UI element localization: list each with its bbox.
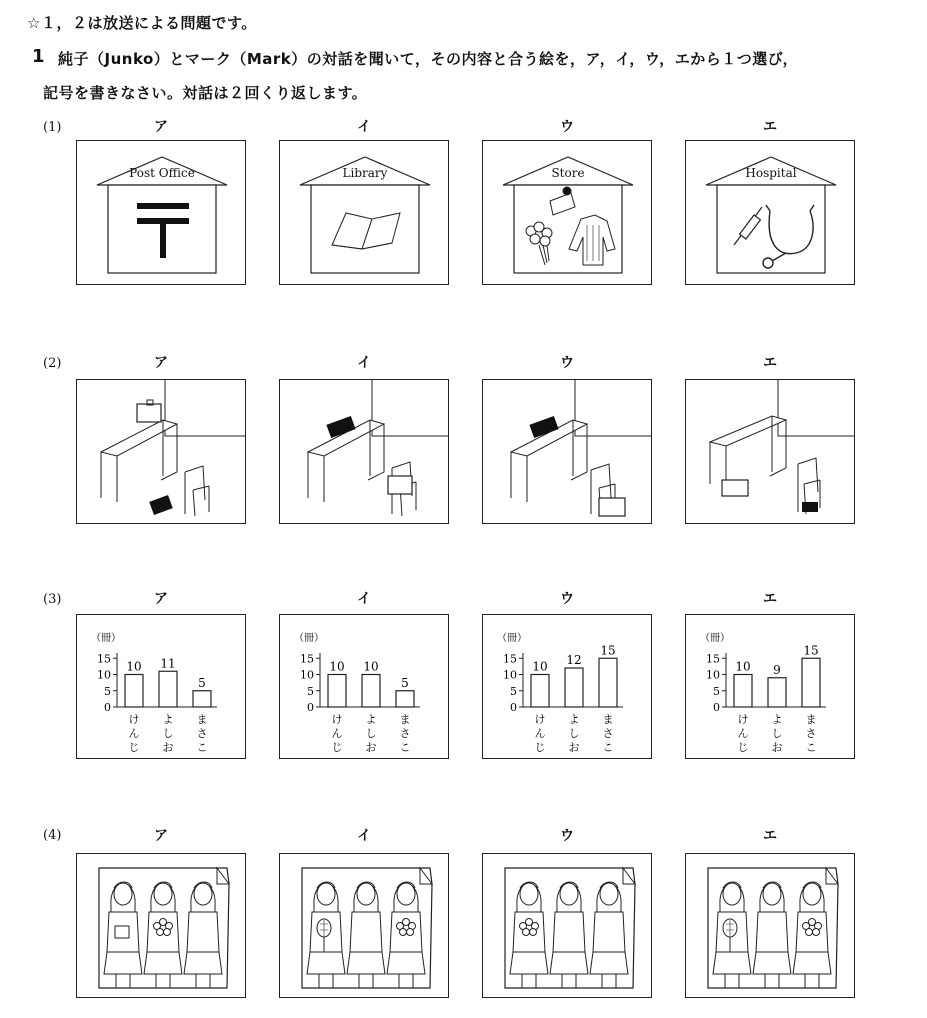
book-icon <box>149 495 173 515</box>
category-label-char: け <box>534 713 546 726</box>
flower-icon <box>400 929 407 936</box>
bar-けんじ <box>125 675 143 708</box>
category-label-char: ん <box>128 727 140 740</box>
category-label-char: け <box>737 713 749 726</box>
bar-chart-u-svg <box>483 615 652 759</box>
picture-library <box>279 140 449 285</box>
school-bag-icon <box>388 476 412 494</box>
choice-label-a: ア <box>154 828 168 844</box>
y-tick-label: 15 <box>300 652 314 666</box>
unit-label: （冊） <box>91 633 121 644</box>
three-girls-photo-i <box>280 854 449 998</box>
bar-chart-a-svg <box>77 615 246 759</box>
bar-value-label: 9 <box>773 662 781 677</box>
category-label-char: よ <box>365 713 377 726</box>
category-label-char: さ <box>602 727 614 740</box>
category-label-char: よ <box>162 713 174 726</box>
category-label-char: さ <box>399 727 411 740</box>
y-tick-label: 5 <box>510 684 517 698</box>
row-label-2: (2) <box>43 356 62 371</box>
bar-けんじ <box>531 675 549 708</box>
category-label-char: じ <box>128 741 140 754</box>
category-label-char: ん <box>534 727 546 740</box>
choice-label-u: ウ <box>560 119 574 135</box>
category-label-char: ま <box>399 713 411 726</box>
bar-まさこ <box>802 658 820 707</box>
bar-value-label: 15 <box>600 643 616 658</box>
unit-label: （冊） <box>294 633 324 644</box>
photo-i <box>279 853 449 998</box>
category-label-char: し <box>162 727 174 740</box>
choice-label-e: エ <box>763 119 777 135</box>
choice-label-u: ウ <box>560 355 574 371</box>
y-tick-label: 0 <box>713 701 720 714</box>
bar-chart-i-svg <box>280 615 449 759</box>
desk-scene-e <box>686 380 855 524</box>
sign-library: Library <box>342 166 388 180</box>
post-office-drawing <box>77 141 246 285</box>
flower-icon <box>157 929 164 936</box>
bar-よしお <box>565 668 583 707</box>
unit-label: （冊） <box>700 633 730 644</box>
bar-value-label: 12 <box>566 653 582 667</box>
bar-よしお <box>159 671 177 707</box>
bar-chart-u <box>482 614 652 759</box>
desk-scene-i <box>280 380 449 524</box>
picture-post-office <box>76 140 246 285</box>
y-tick-label: 15 <box>97 652 111 666</box>
question-number: 1 <box>32 46 45 67</box>
category-label-char: お <box>771 741 783 754</box>
library-drawing <box>280 141 449 285</box>
three-girls-photo-a <box>77 854 246 998</box>
picture-hospital <box>685 140 855 285</box>
category-label-char: よ <box>568 713 580 726</box>
category-label-char: ん <box>331 727 343 740</box>
picture-desk-e <box>685 379 855 524</box>
bar-value-label: 10 <box>363 659 379 674</box>
category-label-char: し <box>365 727 377 740</box>
flower-icon <box>407 929 414 936</box>
category-label-char: じ <box>331 741 343 754</box>
category-label-char: こ <box>805 741 817 754</box>
picture-desk-i <box>279 379 449 524</box>
category-label-char: こ <box>602 741 614 754</box>
broadcast-note: ☆１，２は放送による問題です。 <box>27 14 257 32</box>
category-label-char: さ <box>196 727 208 740</box>
category-label-char: け <box>331 713 343 726</box>
bar-value-label: 11 <box>160 656 176 671</box>
category-label-char: お <box>365 741 377 754</box>
choice-label-e: エ <box>763 355 777 371</box>
bar-chart-e-svg <box>686 615 855 759</box>
category-label-char: ん <box>737 727 749 740</box>
category-label-char: ま <box>602 713 614 726</box>
y-tick-label: 15 <box>503 652 517 666</box>
book-icon <box>802 502 818 512</box>
three-girls-photo-u <box>483 854 652 998</box>
y-tick-label: 0 <box>510 701 517 714</box>
bar-まさこ <box>599 658 617 707</box>
choice-label-u: ウ <box>560 828 574 844</box>
bar-value-label: 5 <box>198 675 206 690</box>
picture-store <box>482 140 652 285</box>
category-label-char: ま <box>805 713 817 726</box>
photo-u <box>482 853 652 998</box>
store-drawing <box>483 141 652 285</box>
sign-hospital: Hospital <box>745 166 797 180</box>
sign-store: Store <box>551 166 585 180</box>
category-label-char: ま <box>196 713 208 726</box>
chair-icon <box>185 466 209 516</box>
y-tick-label: 0 <box>307 701 314 714</box>
unit-label: （冊） <box>497 633 527 644</box>
choice-label-u: ウ <box>560 591 574 607</box>
row-label-1: (1) <box>43 120 62 135</box>
bar-value-label: 5 <box>401 675 409 690</box>
bar-けんじ <box>328 675 346 708</box>
flower-icon <box>806 929 813 936</box>
school-bag-icon <box>137 404 161 422</box>
choice-label-i: イ <box>357 828 371 844</box>
bar-value-label: 10 <box>329 659 345 674</box>
sign-post-office: Post Office <box>129 166 195 180</box>
choice-label-e: エ <box>763 828 777 844</box>
row-label-3: (3) <box>43 592 62 607</box>
hospital-drawing <box>686 141 855 285</box>
bar-chart-a <box>76 614 246 759</box>
choice-label-a: ア <box>154 119 168 135</box>
bar-value-label: 15 <box>803 643 819 658</box>
choice-label-i: イ <box>357 355 371 371</box>
category-label-char: お <box>162 741 174 754</box>
choice-label-i: イ <box>357 119 371 135</box>
school-bag-icon <box>599 498 625 516</box>
three-girls-photo-e <box>686 854 855 998</box>
bar-value-label: 10 <box>532 659 548 674</box>
desk-scene-a <box>77 380 246 524</box>
y-tick-label: 10 <box>503 668 517 682</box>
category-label-char: こ <box>196 741 208 754</box>
category-label-char: け <box>128 713 140 726</box>
instruction-line-1: 純子（Junko）とマーク（Mark）の対話を聞いて，その内容と合う絵を，ア，イ，ウ，エから１つ選び， <box>58 50 799 68</box>
picture-desk-a <box>76 379 246 524</box>
bar-chart-e <box>685 614 855 759</box>
y-tick-label: 0 <box>104 701 111 714</box>
desk-scene-u <box>483 380 652 524</box>
y-tick-label: 10 <box>706 668 720 682</box>
category-label-char: こ <box>399 741 411 754</box>
category-label-char: し <box>568 727 580 740</box>
y-tick-label: 5 <box>307 684 314 698</box>
bar-よしお <box>768 678 786 707</box>
category-label-char: し <box>771 727 783 740</box>
y-tick-label: 5 <box>713 684 720 698</box>
bar-まさこ <box>193 691 211 707</box>
flower-icon <box>523 929 530 936</box>
y-tick-label: 10 <box>97 668 111 682</box>
category-label-char: よ <box>771 713 783 726</box>
postal-mark-icon <box>137 203 189 209</box>
bar-value-label: 10 <box>735 659 751 674</box>
category-label-char: さ <box>805 727 817 740</box>
y-tick-label: 10 <box>300 668 314 682</box>
category-label-char: お <box>568 741 580 754</box>
bar-けんじ <box>734 675 752 708</box>
choice-label-a: ア <box>154 355 168 371</box>
row-label-4: (4) <box>43 828 62 843</box>
category-label-char: じ <box>534 741 546 754</box>
y-tick-label: 5 <box>104 684 111 698</box>
bar-chart-i <box>279 614 449 759</box>
bar-まさこ <box>396 691 414 707</box>
choice-label-a: ア <box>154 591 168 607</box>
flower-icon <box>813 929 820 936</box>
bar-よしお <box>362 675 380 708</box>
book-icon <box>115 926 129 938</box>
school-bag-icon <box>722 480 748 496</box>
y-tick-label: 15 <box>706 652 720 666</box>
bar-value-label: 10 <box>126 659 142 674</box>
photo-e <box>685 853 855 998</box>
category-label-char: じ <box>737 741 749 754</box>
picture-desk-u <box>482 379 652 524</box>
instruction-line-2: 記号を書きなさい。対話は２回くり返します。 <box>43 84 368 102</box>
choice-label-i: イ <box>357 591 371 607</box>
flower-icon <box>530 929 537 936</box>
choice-label-e: エ <box>763 591 777 607</box>
flower-icon <box>164 929 171 936</box>
photo-a <box>76 853 246 998</box>
